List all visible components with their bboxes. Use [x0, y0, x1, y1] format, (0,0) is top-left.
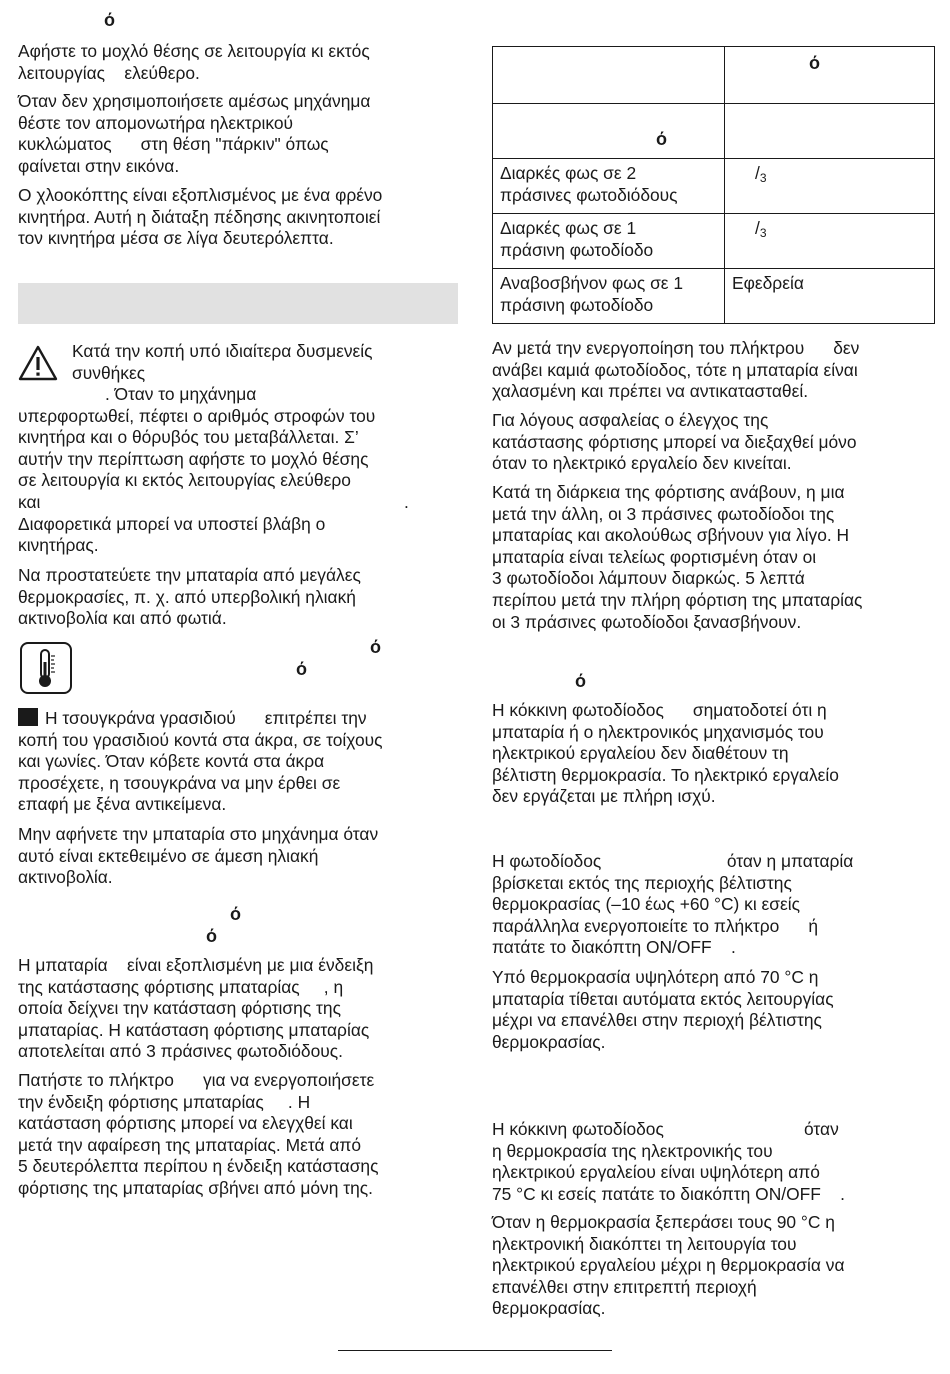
- table-cell-state: Διαρκές φως σε 2 πράσινες φωτοδιόδους: [493, 159, 725, 214]
- paragraph-safety-check: Για λόγους ασφαλείας ο έλεγχος της κατάστασης φόρτισης μπορεί να διεξαχθεί μόνο όταν το ηλεκτρικό εργαλείο δεν κινείται.: [492, 410, 857, 474]
- paragraph-charging-leds: Κατά τη διάρκεια της φόρτισης ανάβουν, η μια μετά την άλλη, οι 3 πράσινες φωτοδίοδοι της μπαταρίας και ακολούθως σβήνουν για λίγο. Η μπαταρία είναι τελείως φορτισμένη όταν οι 3 φωτοδίοδοι λάμπουν διαρκώς. 5 λεπτά περίπου μετά την πλήρη φόρτιση της μπαταρίας οι 3 πράσινες φωτοδίοδοι ξανασβήνουν.: [492, 482, 863, 632]
- paragraph-battery-heat: Να προστατεύετε την μπαταρία από μεγάλες θερμοκρασίες, π. χ. από υπερβολική ηλιακή ακτινοβολία και από φωτιά.: [18, 565, 361, 629]
- led-status-table: [492, 46, 935, 324]
- table-cell-capacity: $/_3$: [725, 214, 935, 269]
- table-cell-capacity: Εφεδρεία: [725, 269, 935, 324]
- warning-trailing-dot: .: [404, 492, 409, 512]
- table-header-row-2: [493, 104, 935, 159]
- table-cell-state: Διαρκές φως σε 1 πράσινη φωτοδίοδο: [493, 214, 725, 269]
- thermo-heading-glyph-1: ό: [370, 637, 381, 657]
- paragraph-release-lever: Αφήστε το μοχλό θέσης σε λειτουργία κι εκτός λειτουργίας ελεύθερο.: [18, 41, 370, 83]
- paragraph-led-temperature: Η φωτοδίοδος όταν η μπαταρία βρίσκεται εκτός της περιοχής βέλτιστης θερμοκρασίας (–10 έως +60 °C) κι εσείς παράλληλα ενεργοποιείτε το πλήκτρο ή πατάτε το διακόπτη ON/OFF .: [492, 851, 854, 958]
- section-heading-glyph: ό: [104, 10, 115, 30]
- table-header-cell-1a: [493, 47, 725, 104]
- paragraph-park-position: Όταν δεν χρησιμοποιήσετε αμέσως μηχάνημα θέστε τον απομονωτήρα ηλεκτρικού κυκλώματος στη θέση "πάρκιν" όπως φαίνεται στην εικόνα.: [18, 91, 371, 176]
- paragraph-motor-brake: Ο χλοοκόπτης είναι εξοπλισμένος με ένα φρένο κινητήρα. Αυτή η διάταξη πέδησης ακινητοποιεί τον κινητήρα μέσα σε λίγα δευτερόλεπτα.: [18, 185, 383, 249]
- paragraph-sun-exposure: Μην αφήνετε την μπαταρία στο μηχάνημα όταν αυτό είναι εκτεθειμένο σε άμεση ηλιακή ακτινοβολία.: [18, 824, 379, 888]
- warning-triangle-icon: [18, 344, 58, 382]
- table-row: [493, 159, 935, 214]
- black-square-icon: [18, 708, 38, 726]
- section-header-bar: [18, 283, 458, 324]
- paragraph-over-90c: Όταν η θερμοκρασία ξεπεράσει τους 90 °C η ηλεκτρονική διακόπτει τη λειτουργία του ηλεκτρικού εργαλείου μέχρι η θερμοκρασία να επανέλθει στην επιτρεπτή περιοχή θερμοκρασίας.: [492, 1212, 845, 1319]
- paragraph-over-70c: Υπό θερμοκρασία υψηλότερη από 70 °C η μπαταρία τίθεται αυτόματα εκτός λειτουργίας μέχρι να επανέλθει στην περιοχή βέλτιστης θερμοκρασίας.: [492, 967, 834, 1052]
- paragraph-grass-rake: Η τσουγκράνα γρασιδιού επιτρέπει την κοπή του γρασιδιού κοντά στα άκρα, σε τοίχους και γωνίες. Όταν κόβετε κοντά στα άκρα προσέχετε, η τσουγκράνα να μην έρθει σε επαφή με ξένα αντικείμενα.: [18, 708, 383, 815]
- footer-rule: [338, 1350, 612, 1351]
- thermometer-icon: [20, 642, 72, 694]
- paragraph-no-led: Αν μετά την ενεργοποίηση του πλήκτρου δεν ανάβει καμιά φωτοδίοδος, τότε η μπαταρία είναι χαλασμένη και πρέπει να αντικατασταθεί.: [492, 338, 860, 402]
- warning-continued-text: . Όταν το μηχάνημα υπερφορτωθεί, πέφτει ο αριθμός στροφών του κινητήρα και ο θόρυβός του μεταβάλλεται. Σ’ αυτήν την περίπτωση αφήστε το μοχλό θέσης σε λειτουργία κι εκτός λειτουργίας ελεύθερο και Διαφορετικά μπορεί να υποστεί βλάβη ο κινητήρας.: [18, 384, 376, 556]
- table-header-cell-2b: [725, 104, 935, 159]
- table-cell-state: Αναβοσβήνον φως σε 1 πράσινη φωτοδίοδο: [493, 269, 725, 324]
- paragraph-over-75c: Η κόκκινη φωτοδίοδος όταν η θερμοκρασία της ηλεκτρονικής του ηλεκτρικού εργαλείου είναι υψηλότερη από 75 °C κι εσείς πατάτε το διακόπτη ON/OFF .: [492, 1119, 846, 1204]
- paragraph-charge-indicator: Η μπαταρία είναι εξοπλισμένη με μια ένδειξη της κατάστασης φόρτισης μπαταρίας , η οποία δείχνει την κατάσταση φόρτισης της μπαταρίας. Η κατάσταση φόρτισης μπαταρίας αποτελείται από 3 πράσινες φωτοδιόδους.: [18, 955, 374, 1062]
- paragraph-press-button: Πατήστε το πλήκτρο για να ενεργοποιήσετε την ένδειξη φόρτισης μπαταρίας . Η κατάσταση φόρτισης μπορεί να ελεγχθεί και μετά την αφαίρεση της μπαταρίας. Μετά από 5 δευτερόλεπτα περίπου η ένδειξη κατάστασης φόρτισης της μπαταρίας σβήνει από μόνη της.: [18, 1070, 379, 1198]
- table-header-cell-1b: ό: [725, 47, 935, 104]
- table-row: [493, 214, 935, 269]
- warning-text: Κατά την κοπή υπό ιδιαίτερα δυσμενείς συνθήκες: [72, 341, 373, 383]
- section-glyph-1: ό: [230, 904, 241, 924]
- thermo-heading-glyph-2: ό: [296, 659, 307, 679]
- table-row: [493, 269, 935, 324]
- table-cell-capacity: $/_3$: [725, 159, 935, 214]
- table-header-row-1: [493, 47, 935, 104]
- section-glyph-2: ό: [206, 926, 217, 946]
- table-header-cell-2a: ό: [493, 104, 725, 159]
- paragraph-red-led: Η κόκκινη φωτοδίοδος σηματοδοτεί ότι η μπαταρία ή ο ηλεκτρονικός μηχανισμός του ηλεκτρικού εργαλείου δεν διαθέτουν τη βέλτιστη θερμοκρασία. Το ηλεκτρικό εργαλείο δεν εργάζεται με πλήρη ισχύ.: [492, 700, 839, 807]
- section-glyph: ό: [575, 671, 586, 691]
